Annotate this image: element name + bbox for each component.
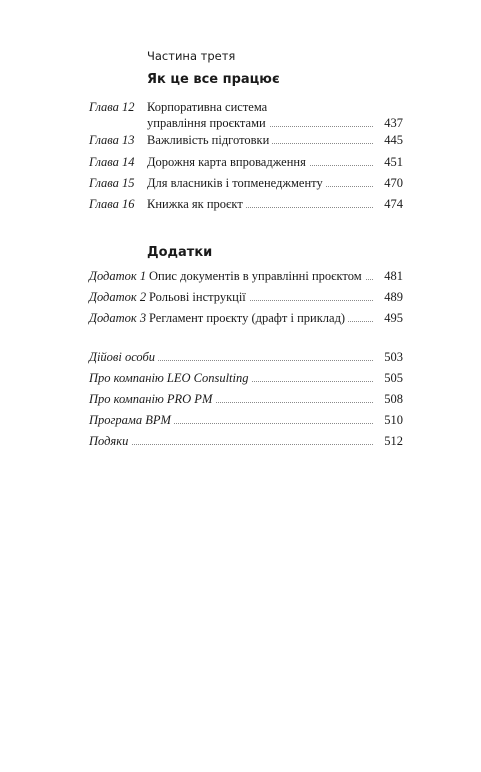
toc-entry-appendix-1[interactable] [89,269,403,287]
page-number: 437 [384,116,403,130]
dot-leader [149,423,373,424]
appendix-label: Додаток 1 [89,269,147,283]
chapter-title-line1: Корпоративна система [147,100,268,114]
toc-entry-chapter-12[interactable] [89,100,403,134]
back-matter-title: Подяки [89,434,131,449]
appendix-label: Додаток 2 [89,290,147,304]
toc-entry-about-leo-consulting[interactable] [89,371,403,389]
chapter-title: Для власників і топменеджменту [147,176,326,191]
toc-entry-chapter-14[interactable] [89,155,403,173]
chapter-label: Глава 14 [89,155,135,169]
appendix-title: Опис документів в управлінні проєктом [149,269,365,284]
toc-entry-chapter-15[interactable] [89,176,403,194]
toc-entry-chapter-16[interactable] [89,197,403,215]
part-label: Частина третя [147,49,236,63]
toc-entry-chapter-13[interactable] [89,133,403,151]
back-matter-title: Про компанію PRO PM [89,392,215,407]
chapter-label: Глава 12 [89,100,135,114]
toc-entry-acknowledgements[interactable] [89,434,403,452]
chapter-label: Глава 16 [89,197,135,211]
toc-entry-about-pro-pm[interactable] [89,392,403,410]
toc-entry-characters[interactable] [89,350,403,368]
page-number: 481 [384,269,403,283]
page-number: 451 [384,155,403,169]
page-number: 445 [384,133,403,147]
page-number: 508 [384,392,403,406]
page-number: 470 [384,176,403,190]
dot-leader [129,444,373,445]
appendix-title: Регламент проєкту (драфт і приклад) [149,311,348,326]
dot-leader [149,360,373,361]
back-matter-title: Програма BPM [89,413,174,428]
toc-entry-bpm-program[interactable] [89,413,403,431]
dot-leader [239,300,373,301]
chapter-label: Глава 13 [89,133,135,147]
appendix-label: Додаток 3 [89,311,147,325]
chapter-title: Важливість підготовки [147,133,272,148]
page-number: 495 [384,311,403,325]
appendices-title: Додатки [147,245,213,260]
chapter-label: Глава 15 [89,176,135,190]
chapter-title: Дорожня карта впровадження [147,155,309,170]
dot-leader [239,207,373,208]
page-number: 505 [384,371,403,385]
toc-entry-appendix-3[interactable] [89,311,403,329]
chapter-title-line2: управління проєктами [147,116,269,131]
page-number: 489 [384,290,403,304]
page-number: 474 [384,197,403,211]
chapter-title: Книжка як проєкт [147,197,246,212]
part-title: Як це все працює [147,72,280,87]
dot-leader [267,126,373,127]
back-matter-title: Про компанію LEO Consulting [89,371,252,386]
page-number: 512 [384,434,403,448]
appendix-title: Рольові інструкції [149,290,249,305]
page-number: 503 [384,350,403,364]
toc-entry-appendix-2[interactable] [89,290,403,308]
back-matter-title: Дійові особи [89,350,158,365]
page-number: 510 [384,413,403,427]
